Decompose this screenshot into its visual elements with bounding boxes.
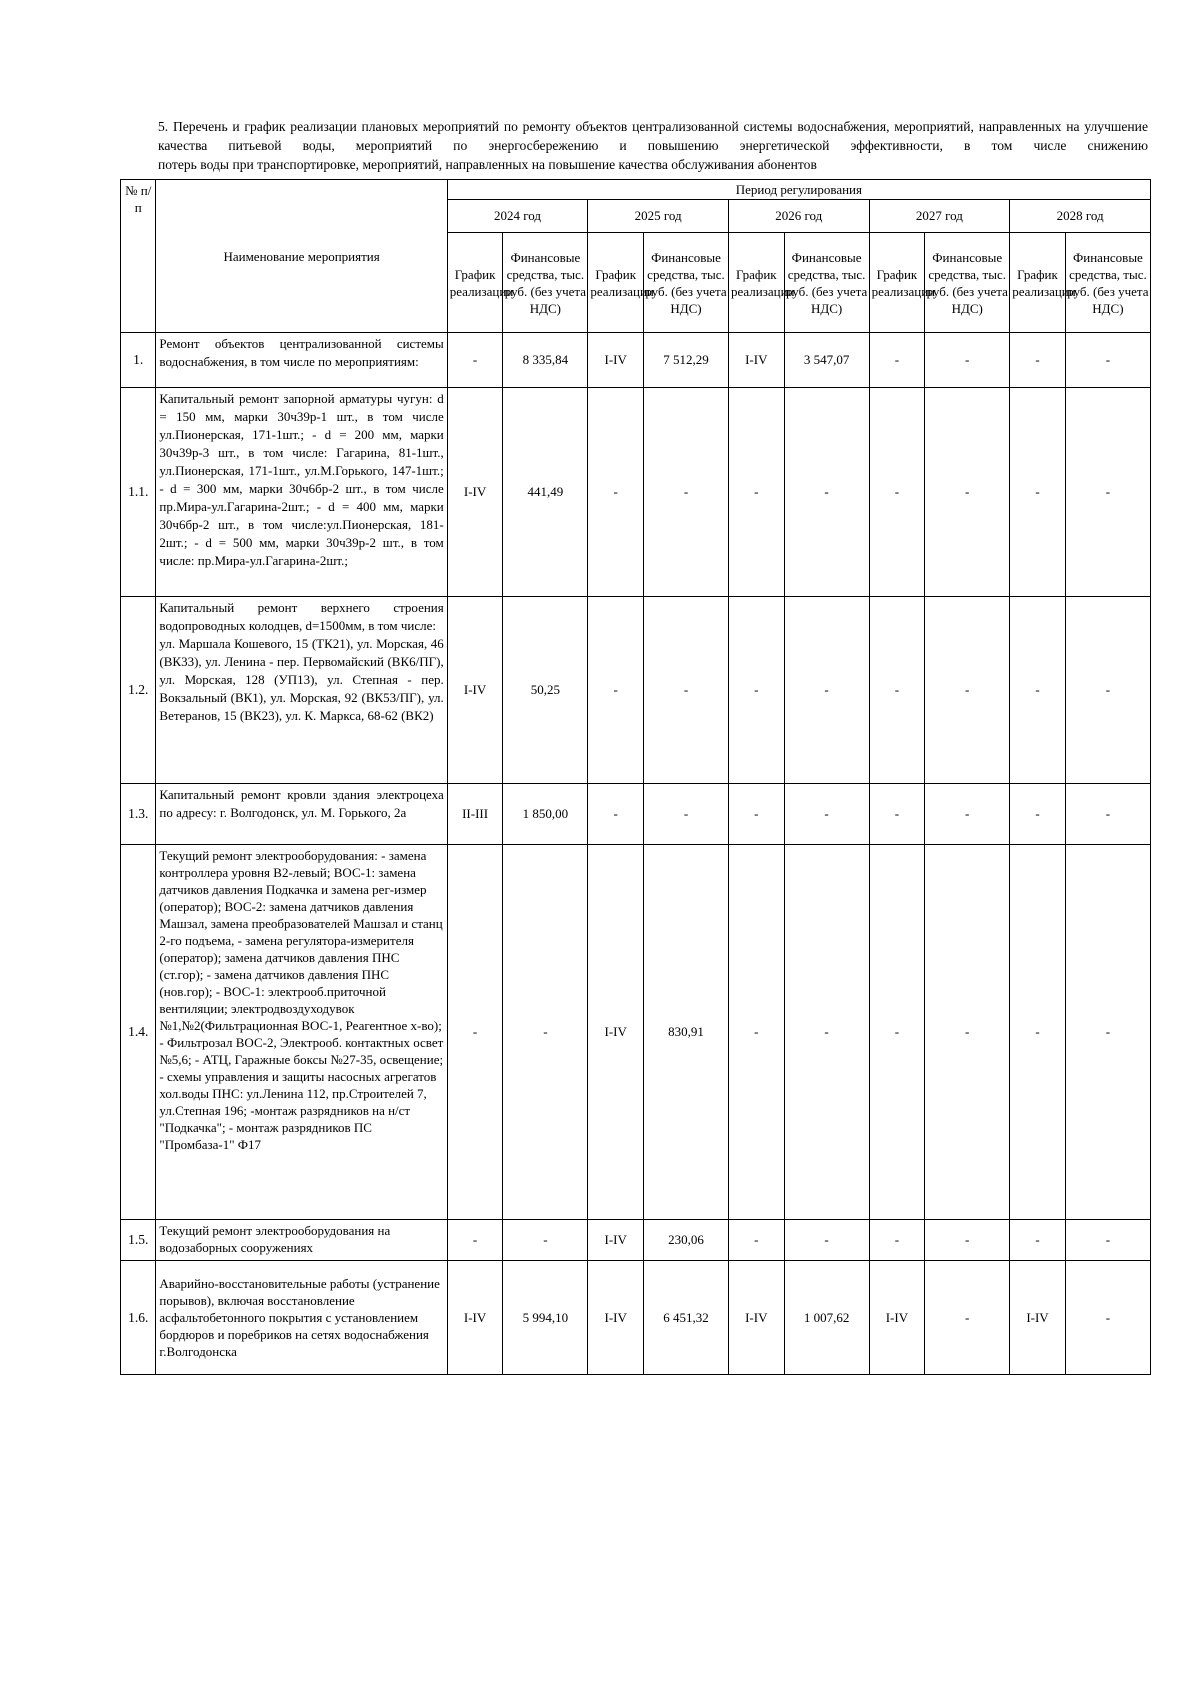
table-row bbox=[121, 1261, 1151, 1375]
schedule-cell: - bbox=[447, 333, 503, 388]
finance-subheader: Финансовые средства, тыс. руб. (без учета НДС) bbox=[1065, 233, 1150, 333]
schedule-cell: - bbox=[1010, 388, 1066, 597]
measures-table bbox=[120, 179, 1151, 1375]
row-number: 1. bbox=[121, 333, 156, 388]
finance-cell: - bbox=[784, 597, 869, 784]
schedule-subheader: График реализации bbox=[447, 233, 503, 333]
finance-cell: - bbox=[644, 597, 729, 784]
schedule-cell: - bbox=[869, 845, 925, 1220]
measure-name: Капитальный ремонт кровли здания электроцеха по адресу: г. Волгодонск, ул. М. Горького, 2а bbox=[156, 784, 447, 845]
table-row bbox=[121, 845, 1151, 1220]
schedule-cell: I-IV bbox=[447, 597, 503, 784]
finance-cell: - bbox=[925, 784, 1010, 845]
schedule-cell: I-IV bbox=[728, 1261, 784, 1375]
finance-cell: - bbox=[1065, 784, 1150, 845]
finance-cell: - bbox=[503, 1220, 588, 1261]
schedule-cell: I-IV bbox=[869, 1261, 925, 1375]
schedule-cell: - bbox=[447, 845, 503, 1220]
schedule-cell: - bbox=[869, 333, 925, 388]
schedule-cell: - bbox=[869, 388, 925, 597]
finance-cell: 1 007,62 bbox=[784, 1261, 869, 1375]
table-body bbox=[121, 333, 1151, 1375]
measure-name: Текущий ремонт электрооборудования на водозаборных сооружениях bbox=[156, 1220, 447, 1261]
finance-cell: - bbox=[784, 784, 869, 845]
measure-name: Текущий ремонт электрооборудования: - замена контроллера уровня В2-левый; ВОС-1: замена датчиков давления Подкачка и замена рег-измер (оператор); ВОС-2: замена датчиков давления Машзал, замена преобразователей Машзал и станц 2-го подъема, - замена регулятора-измерителя (оператор); замена датчиков давления ПНС (ст.гор); - замена датчиков давления ПНС (нов.гор); - ВОС-1: электрооб.приточной вентиляции; электродвоздуходувок №1,№2(Фильтрационная ВОС-1, Реагентное х-во); - Фильтрозал ВОС-2, Электрооб. контактных освет №5,6; - АТЦ, Гаражные боксы №27-35, освещение; - схемы управления и защиты насосных агрегатов хол.воды ПНС: ул.Ленина 112, пр.Строителей 7, ул.Степная 196; -монтаж разрядников на н/ст "Подкачка"; - монтаж разрядников ПС "Промбаза-1" Ф17 bbox=[156, 845, 447, 1220]
finance-cell: - bbox=[925, 1261, 1010, 1375]
table-row bbox=[121, 1220, 1151, 1261]
measure-name: Капитальный ремонт верхнего строения водопроводных колодцев, d=1500мм, в том числе: ул. Маршала Кошевого, 15 (ТК21), ул. Морская, 46 (ВК33), ул. Ленина - пер. Первомайский (ВК6/ПГ), ул. Морская, 128 (УП13), ул. Степная - пер. Вокзальный (ВК1), ул. Морская, 92 (ВК53/ПГ), ул. Ветеранов, 15 (ВК23), ул. К. Маркса, 68-62 (ВК2) bbox=[156, 597, 447, 784]
table-row bbox=[121, 333, 1151, 388]
finance-subheader: Финансовые средства, тыс. руб. (без учета НДС) bbox=[644, 233, 729, 333]
period-header: Период регулирования bbox=[447, 180, 1150, 200]
finance-cell: 441,49 bbox=[503, 388, 588, 597]
schedule-cell: - bbox=[869, 1220, 925, 1261]
finance-cell: - bbox=[1065, 1261, 1150, 1375]
document-heading: 5. Перечень и график реализации плановых мероприятий по ремонту объектов централизованной системы водоснабжения, мероприятий, направленных на улучшение качества питьевой воды, мероприятий по энергосбережению и повышению энергетической эффективности, в том числе снижению bbox=[158, 119, 1148, 153]
finance-cell: - bbox=[925, 1220, 1010, 1261]
column-header-name: Наименование мероприятия bbox=[156, 180, 447, 333]
row-number: 1.3. bbox=[121, 784, 156, 845]
schedule-cell: - bbox=[869, 597, 925, 784]
measure-name: Ремонт объектов централизованной системы водоснабжения, в том числе по мероприятиям: bbox=[156, 333, 447, 388]
schedule-cell: I-IV bbox=[447, 1261, 503, 1375]
schedule-cell: I-IV bbox=[588, 333, 644, 388]
measure-name: Аварийно-восстановительные работы (устранение порывов), включая восстановление асфальтобетонного покрытия с установлением бордюров и поребриков на сетях водоснабжения г.Волгодонска bbox=[156, 1261, 447, 1375]
finance-cell: - bbox=[925, 333, 1010, 388]
finance-cell: - bbox=[925, 597, 1010, 784]
finance-cell: - bbox=[784, 845, 869, 1220]
finance-cell: - bbox=[784, 1220, 869, 1261]
finance-cell: 50,25 bbox=[503, 597, 588, 784]
finance-subheader: Финансовые средства, тыс. руб. (без учета НДС) bbox=[503, 233, 588, 333]
finance-cell: - bbox=[1065, 1220, 1150, 1261]
schedule-subheader: График реализации bbox=[728, 233, 784, 333]
finance-cell: - bbox=[1065, 333, 1150, 388]
year-header: 2026 год bbox=[728, 200, 869, 233]
schedule-cell: I-IV bbox=[588, 1220, 644, 1261]
schedule-subheader: График реализации bbox=[588, 233, 644, 333]
schedule-cell: - bbox=[447, 1220, 503, 1261]
schedule-cell: - bbox=[728, 784, 784, 845]
schedule-cell: II-III bbox=[447, 784, 503, 845]
column-header-number: № п/п bbox=[121, 180, 156, 333]
schedule-cell: - bbox=[869, 784, 925, 845]
schedule-cell: - bbox=[1010, 845, 1066, 1220]
finance-cell: - bbox=[1065, 388, 1150, 597]
table-row bbox=[121, 388, 1151, 597]
year-header: 2024 год bbox=[447, 200, 588, 233]
finance-cell: - bbox=[1065, 845, 1150, 1220]
row-number: 1.6. bbox=[121, 1261, 156, 1375]
schedule-cell: I-IV bbox=[1010, 1261, 1066, 1375]
finance-cell: 3 547,07 bbox=[784, 333, 869, 388]
year-header: 2027 год bbox=[869, 200, 1010, 233]
row-number: 1.2. bbox=[121, 597, 156, 784]
row-number: 1.1. bbox=[121, 388, 156, 597]
schedule-cell: - bbox=[1010, 333, 1066, 388]
schedule-cell: - bbox=[588, 597, 644, 784]
schedule-cell: - bbox=[728, 1220, 784, 1261]
year-header: 2028 год bbox=[1010, 200, 1151, 233]
schedule-cell: - bbox=[1010, 1220, 1066, 1261]
schedule-cell: I-IV bbox=[447, 388, 503, 597]
schedule-cell: - bbox=[728, 845, 784, 1220]
schedule-cell: I-IV bbox=[588, 1261, 644, 1375]
schedule-cell: - bbox=[588, 784, 644, 845]
finance-cell: 7 512,29 bbox=[644, 333, 729, 388]
finance-cell: 1 850,00 bbox=[503, 784, 588, 845]
schedule-cell: - bbox=[728, 597, 784, 784]
row-number: 1.5. bbox=[121, 1220, 156, 1261]
finance-cell: - bbox=[1065, 597, 1150, 784]
document-heading-continuation: потерь воды при транспортировке, мероприятий, направленных на повышение качества обслуживания абонентов bbox=[158, 157, 817, 172]
finance-cell: 8 335,84 bbox=[503, 333, 588, 388]
row-number: 1.4. bbox=[121, 845, 156, 1220]
table-row bbox=[121, 597, 1151, 784]
finance-cell: - bbox=[925, 388, 1010, 597]
schedule-cell: I-IV bbox=[588, 845, 644, 1220]
finance-cell: - bbox=[925, 845, 1010, 1220]
schedule-subheader: График реализации bbox=[1010, 233, 1066, 333]
finance-cell: - bbox=[784, 388, 869, 597]
finance-cell: - bbox=[644, 388, 729, 597]
finance-cell: 6 451,32 bbox=[644, 1261, 729, 1375]
schedule-cell: - bbox=[1010, 597, 1066, 784]
schedule-cell: - bbox=[1010, 784, 1066, 845]
finance-cell: 830,91 bbox=[644, 845, 729, 1220]
table-row bbox=[121, 784, 1151, 845]
finance-cell: 5 994,10 bbox=[503, 1261, 588, 1375]
schedule-subheader: График реализации bbox=[869, 233, 925, 333]
finance-cell: - bbox=[503, 845, 588, 1220]
finance-cell: - bbox=[644, 784, 729, 845]
finance-cell: 230,06 bbox=[644, 1220, 729, 1261]
schedule-cell: - bbox=[728, 388, 784, 597]
schedule-cell: - bbox=[588, 388, 644, 597]
finance-subheader: Финансовые средства, тыс. руб. (без учета НДС) bbox=[784, 233, 869, 333]
measure-name: Капитальный ремонт запорной арматуры чугун: d = 150 мм, марки 30ч39р-1 шт., в том числе ул.Пионерская, 171-1шт.; - d = 200 мм, марки 30ч39р-3 шт., в том числе: Гагарина, 81-1шт., ул.Пионерская, 171-1шт., ул.М.Горького, 147-1шт.; - d = 300 мм, марки 30ч6бр-2 шт., в том числе пр.Мира-ул.Гагарина-2шт.; - d = 400 мм, марки 30ч6бр-2 шт., в том числе:ул.Пионерская, 181-2шт.; - d = 500 мм, марки 30ч39р-2 шт., в том числе: пр.Мира-ул.Гагарина-2шт.; bbox=[156, 388, 447, 597]
schedule-cell: I-IV bbox=[728, 333, 784, 388]
finance-subheader: Финансовые средства, тыс. руб. (без учета НДС) bbox=[925, 233, 1010, 333]
year-header: 2025 год bbox=[588, 200, 729, 233]
